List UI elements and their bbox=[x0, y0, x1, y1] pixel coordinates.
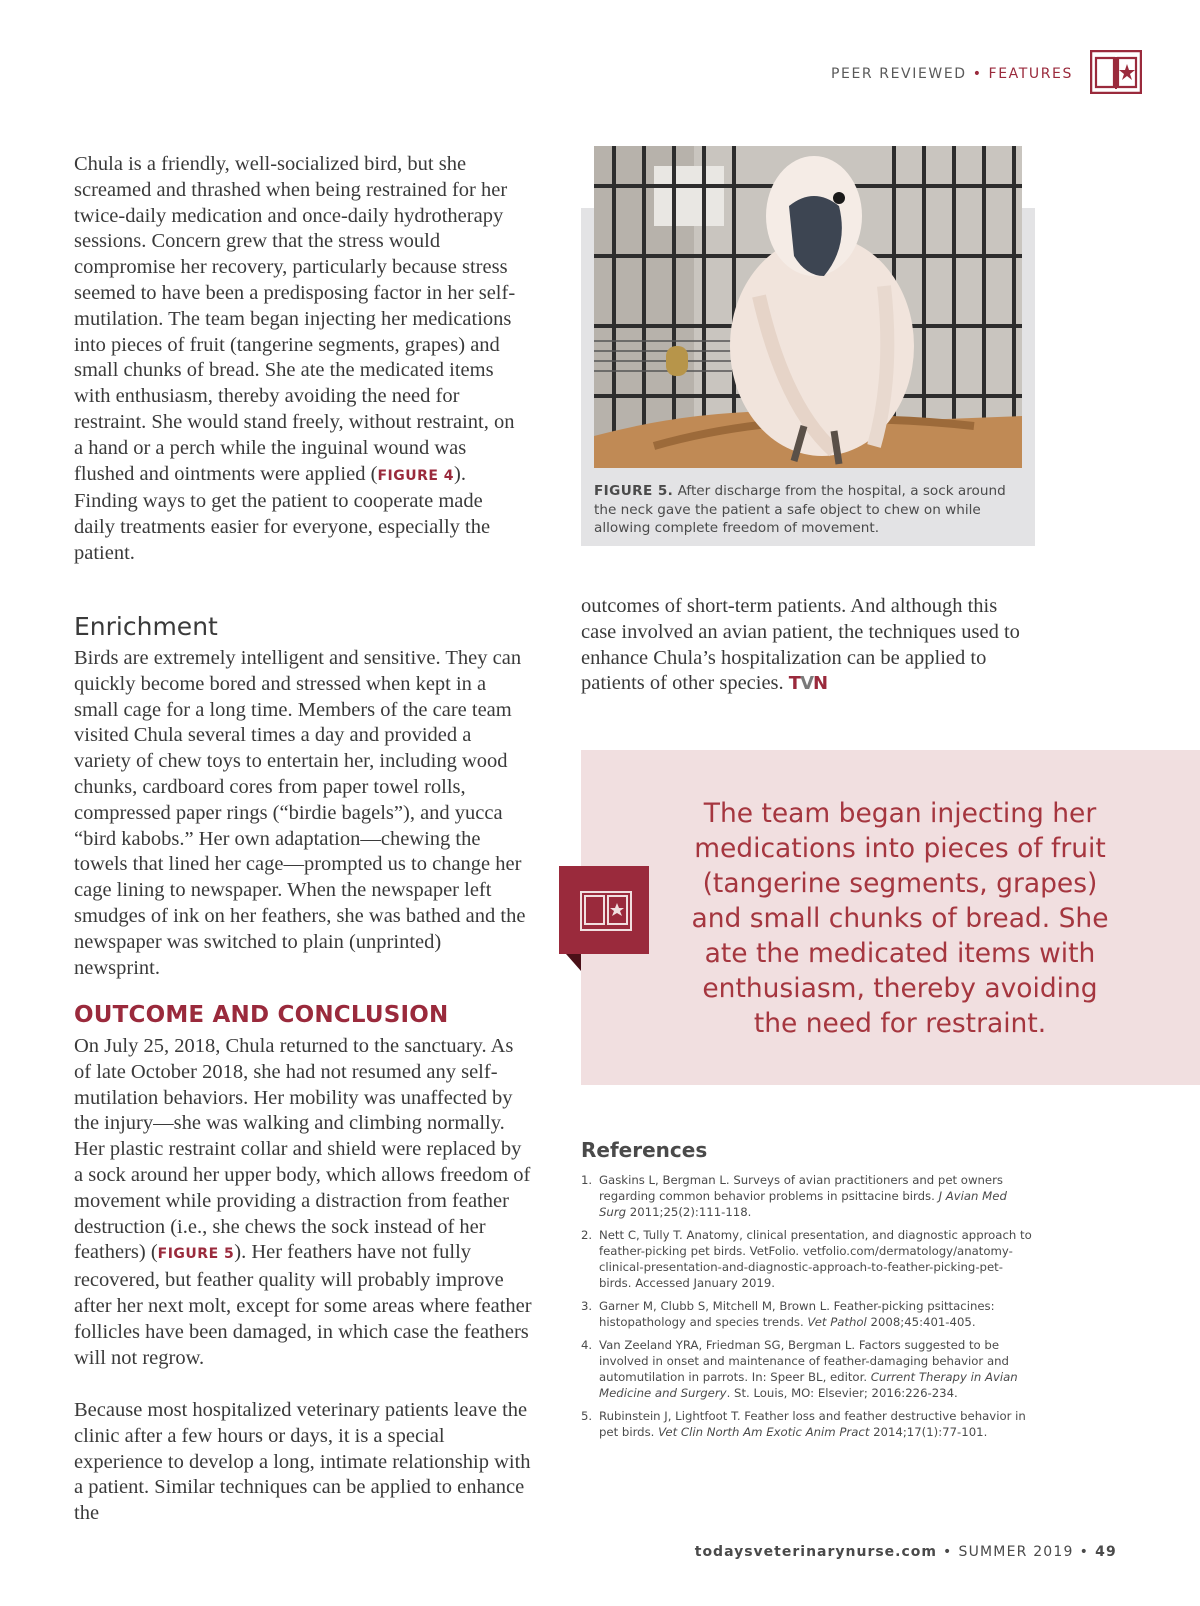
header-category: FEATURES bbox=[988, 66, 1073, 82]
reference-citation: 2014;17(1):77-101. bbox=[869, 1425, 988, 1439]
figure-caption-text: After discharge from the hospital, a sock around the neck gave the patient a safe object to chew on while allowing complete freedom of movement. bbox=[594, 483, 1006, 536]
reference-number: 1. bbox=[581, 1173, 593, 1187]
figure-label: FIGURE 5. bbox=[594, 483, 674, 499]
header-section: PEER REVIEWED bbox=[830, 66, 967, 82]
tvn-letter: N bbox=[813, 673, 828, 695]
reference-journal: Current Therapy in Avian Medicine and Surgery bbox=[599, 1370, 1018, 1400]
reference-item bbox=[581, 1298, 1033, 1330]
outcome-paragraph bbox=[74, 1034, 534, 1371]
reference-text: Rubinstein J, Lightfoot T. Feather loss and feather destructive behavior in pet birds. bbox=[599, 1409, 1026, 1439]
enrichment-heading: Enrichment bbox=[74, 612, 218, 641]
tvn-end-mark bbox=[789, 673, 827, 694]
footer-site: todaysveterinarynurse.com bbox=[694, 1544, 938, 1560]
open-book-star-icon bbox=[559, 866, 649, 971]
outcome-heading: OUTCOME AND CONCLUSION bbox=[74, 1002, 449, 1028]
reference-citation: . St. Louis, MO: Elsevier; 2016:226-234. bbox=[726, 1386, 958, 1400]
reference-citation: 2008;45:401-405. bbox=[866, 1315, 976, 1329]
reference-item bbox=[581, 1172, 1033, 1220]
reference-text: Nett C, Tully T. Anatomy, clinical presentation, and diagnostic approach to feather-picking pet birds. VetFolio. vetfolio.com/dermatology/anatomy-clinical-presentation-and-diagnostic-approach-to-feather-picking-pet-birds. Accessed January 2019. bbox=[599, 1228, 1032, 1290]
reference-item bbox=[581, 1227, 1033, 1291]
enrichment-paragraph: Birds are extremely intelligent and sensitive. They can quickly become bored and stressed when kept in a small cage for a long time. Members of the care team visited Chula several times a day and provided a variety of chew toys to entertain her, including wood chunks, cardboard cores from paper towel rolls, compressed paper rings (“birdie bagels”), and yucca “bird kabobs.” Her own adaptation—chewing the towels that lined her cage—prompted us to change her cage lining to newspaper. When the newspaper left smudges of ink on her feathers, she was bathed and the newspaper was switched to plain (unprinted) newsprint. bbox=[74, 647, 526, 979]
reference-number: 4. bbox=[581, 1338, 593, 1352]
references-heading: References bbox=[581, 1138, 708, 1162]
reference-number: 3. bbox=[581, 1299, 593, 1313]
pullquote-text: The team began injecting her medications into pieces of fruit (tangerine segments, grapes) and small chunks of bread. She ate the medicated items with enthusiasm, thereby avoiding the need for restraint. bbox=[691, 798, 1109, 1039]
reference-text: Garner M, Clubb S, Mitchell M, Brown L. Feather-picking psittacines: histopathology and species trends. bbox=[599, 1299, 995, 1329]
reference-journal: Vet Clin North Am Exotic Anim Pract bbox=[658, 1425, 870, 1439]
footer-bullet: • bbox=[1079, 1544, 1090, 1560]
continuation-paragraph bbox=[581, 594, 1021, 697]
references-list bbox=[581, 1172, 1033, 1447]
footer-issue: SUMMER 2019 bbox=[958, 1544, 1074, 1560]
reference-item bbox=[581, 1337, 1033, 1401]
footer-bullet: • bbox=[943, 1544, 953, 1560]
body-text-segment: On July 25, 2018, Chula returned to the sanctuary. As of late October 2018, she had not resumed any self-mutilation behaviors. Her mobility was unaffected by the injury—she was walking and climbing normally. Her plastic restraint collar and shield were replaced by a sock around her upper body, which allows freedom of movement while providing a distraction from feather destruction (i.e., she chews the sock instead of her feathers) ( bbox=[74, 1035, 531, 1264]
reference-citation: 2011;25(2):111-118. bbox=[626, 1205, 752, 1219]
page-number: 49 bbox=[1095, 1544, 1117, 1560]
reference-journal: J Avian Med Surg bbox=[599, 1189, 1007, 1219]
body-text-segment: outcomes of short-term patients. And although this case involved an avian patient, the techniques used to enhance Chula’s hospitalization can be applied to patients of other species. bbox=[581, 595, 1020, 695]
page-footer bbox=[695, 1544, 1117, 1560]
reference-number: 2. bbox=[581, 1228, 593, 1242]
header-bullet: • bbox=[972, 66, 983, 82]
reference-item bbox=[581, 1408, 1033, 1440]
tvn-letter: T bbox=[788, 673, 801, 695]
cockatoo-illustration bbox=[594, 146, 1022, 468]
tvn-letter: V bbox=[800, 673, 814, 695]
figure-5-caption bbox=[594, 482, 1024, 538]
body-text-segment: ). Her feathers have not fully recovered, but feather quality will probably improve after her next molt, except for some areas where feather follicles have been damaged, in which case the feathers will not regrow. bbox=[74, 1241, 532, 1369]
cockatoo-photo bbox=[594, 146, 1022, 468]
body-paragraph-restraint bbox=[74, 152, 526, 567]
open-book-star-icon bbox=[1090, 50, 1142, 94]
figure-5-reference: FIGURE 5 bbox=[157, 1246, 235, 1263]
reference-journal: Vet Pathol bbox=[807, 1315, 867, 1329]
figure-4-reference: FIGURE 4 bbox=[377, 467, 455, 484]
reference-text: Gaskins L, Bergman L. Surveys of avian practitioners and pet owners regarding common behavior problems in psittacine birds. bbox=[599, 1173, 1004, 1203]
closing-paragraph: Because most hospitalized veterinary patients leave the clinic after a few hours or days, it is a special experience to develop a long, intimate relationship with a patient. Similar techniques can be applied to enhance the bbox=[74, 1399, 531, 1525]
body-text-segment: ). Finding ways to get the patient to cooperate made daily treatments easier for everyone, especially the patient. bbox=[74, 462, 491, 564]
body-text-segment: Chula is a friendly, well-socialized bird, but she screamed and thrashed when being restrained for her twice-daily medication and once-daily hydrotherapy sessions. Concern grew that the stress would compromise her recovery, particularly because stress seemed to have been a predisposing factor in her self-mutilation. The team began injecting her medications into pieces of fruit (tangerine segments, grapes) and small chunks of bread. She ate the medicated items with enthusiasm, thereby avoiding the need for restraint. She would stand freely, without restraint, on a hand or a perch while the inguinal wound was flushed and ointments were applied ( bbox=[74, 153, 516, 485]
reference-number: 5. bbox=[581, 1409, 593, 1423]
reference-text: Van Zeeland YRA, Friedman SG, Bergman L. Factors suggested to be involved in onset and maintenance of feather-damaging behavior and automutilation in parrots. In: Speer BL, editor. bbox=[599, 1338, 1009, 1384]
running-header bbox=[831, 66, 1073, 82]
